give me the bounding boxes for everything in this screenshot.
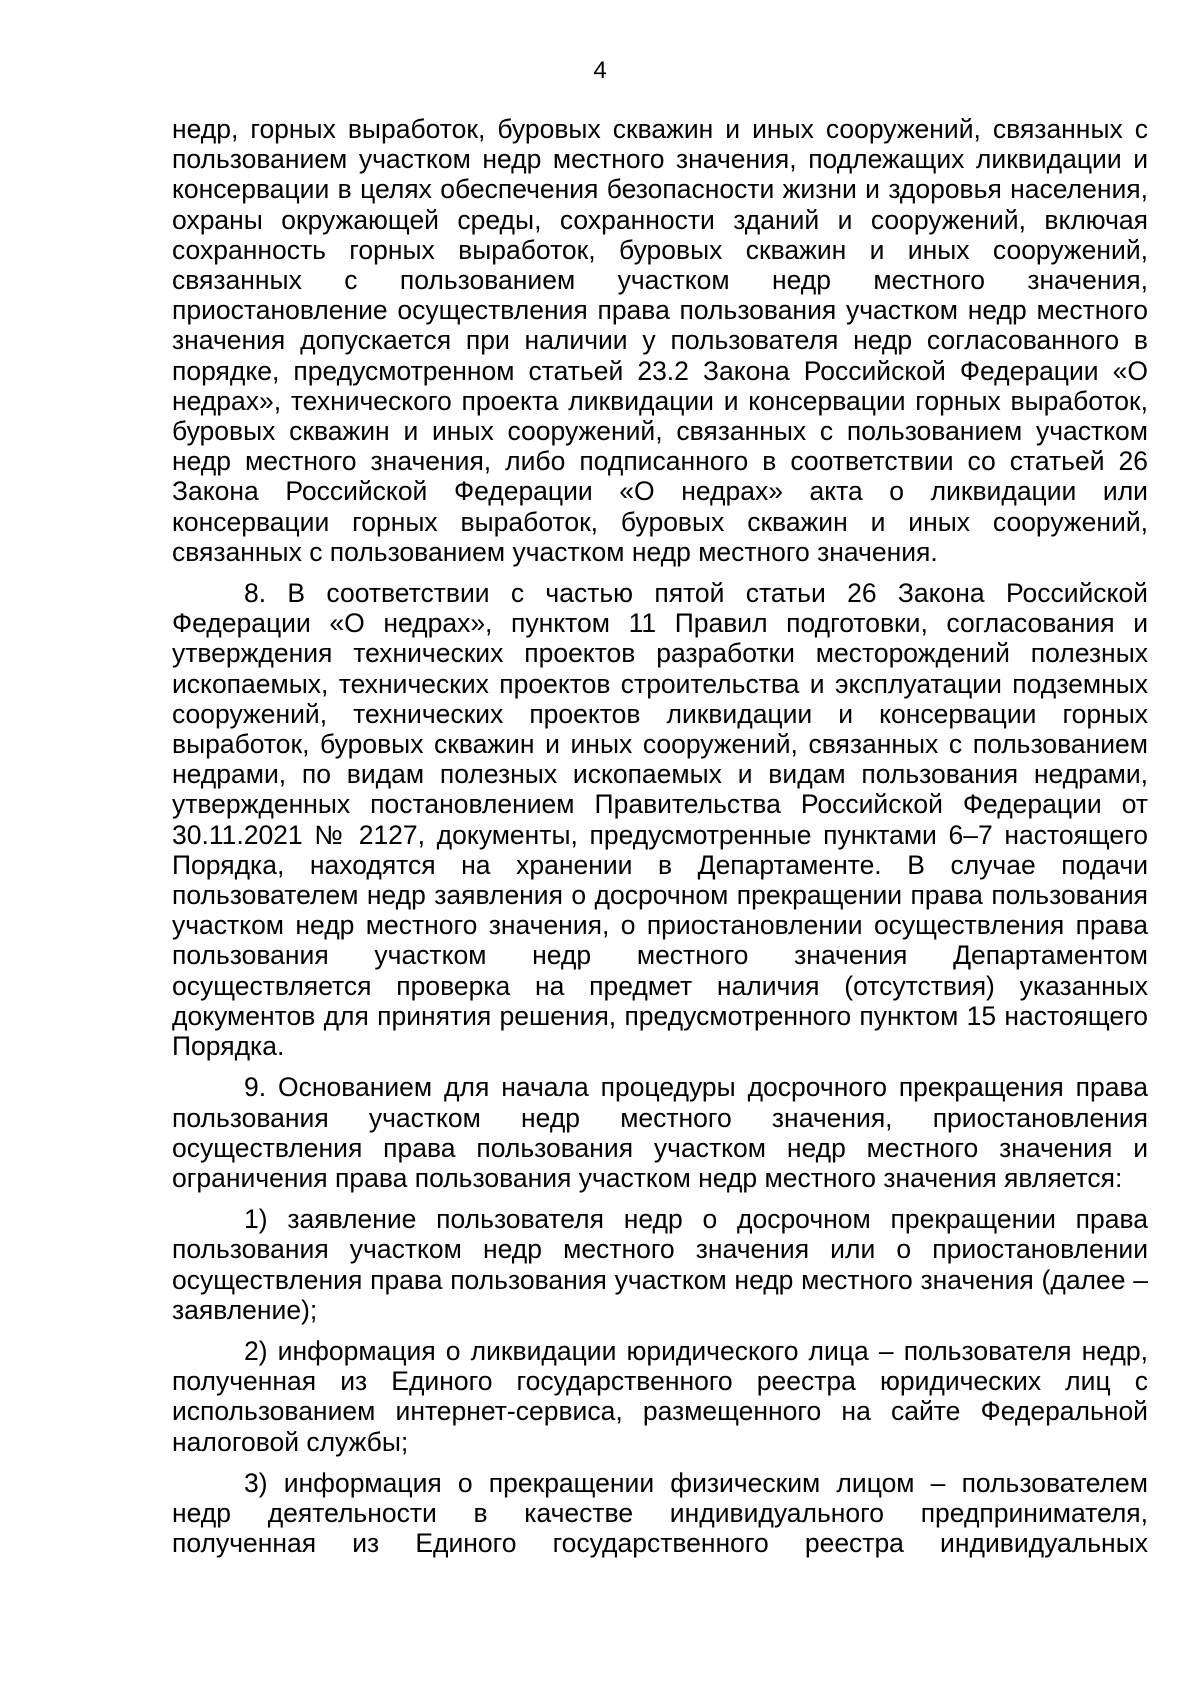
paragraph-subitem-1: 1) заявление пользователя недр о досрочном прекращении права пользования участком недр местного значения или о приостановлении осуществления права пользования участком недр местного значения (далее – заявление); (172, 1204, 1148, 1325)
paragraph-item-9: 9. Основанием для начала процедуры досрочного прекращения права пользования участком недр местного значения, приостановления осуществления права пользования участком недр местного значения и ограничения права пользования участком недр местного значения является: (172, 1072, 1148, 1193)
paragraph-subitem-3: 3) информация о прекращении физическим лицом – пользователем недр деятельности в качестве индивидуального предпринимателя, полученная из Единого государственного реестра индивидуальных (172, 1467, 1148, 1559)
page-number: 4 (593, 57, 607, 84)
paragraph-item-8: 8. В соответствии с частью пятой статьи 26 Закона Российской Федерации «О недрах», пунктом 11 Правил подготовки, согласования и утверждения технических проектов разработки месторождений полезных ископаемых, технических проектов строительства и эксплуатации подземных сооружений, технических проектов ликвидации и консервации горных выработок, буровых скважин и иных сооружений, связанных с пользованием недрами, по видам полезных ископаемых и видам пользования недрами, утвержденных постановлением Правительства Российской Федерации от 30.11.2021 № 2127, документы, предусмотренные пунктами 6–7 настоящего Порядка, находятся на хранении в Департаменте. В случае подачи пользователем недр заявления о досрочном прекращении права пользования участком недр местного значения, о приостановлении осуществления права пользования участком недр местного значения Департаментом осуществляется проверка на предмет наличия (отсутствия) указанных документов для принятия решения, предусмотренного пунктом 15 настоящего Порядка. (172, 578, 1148, 1062)
paragraph-continuation: недр, горных выработок, буровых скважин и иных сооружений, связанных с пользованием участком недр местного значения, подлежащих ликвидации и консервации в целях обеспечения безопасности жизни и здоровья населения, охраны окружающей среды, сохранности зданий и сооружений, включая сохранность горных выработок, буровых скважин и иных сооружений, связанных с пользованием участком недр местного значения, приостановление осуществления права пользования участком недр местного значения допускается при наличии у пользователя недр согласованного в порядке, предусмотренном статьей 23.2 Закона Российской Федерации «О недрах», технического проекта ликвидации и консервации горных выработок, буровых скважин и иных сооружений, связанных с пользованием участком недр местного значения, либо подписанного в соответствии со статьей 26 Закона Российской Федерации «О недрах» акта о ликвидации или консервации горных выработок, буровых скважин и иных сооружений, связанных с пользованием участком недр местного значения. (172, 114, 1148, 567)
document-body (172, 114, 1148, 1558)
paragraph-subitem-2: 2) информация о ликвидации юридического лица – пользователя недр, полученная из Единого государственного реестра юридических лиц с использованием интернет-сервиса, размещенного на сайте Федеральной налоговой службы; (172, 1335, 1148, 1457)
